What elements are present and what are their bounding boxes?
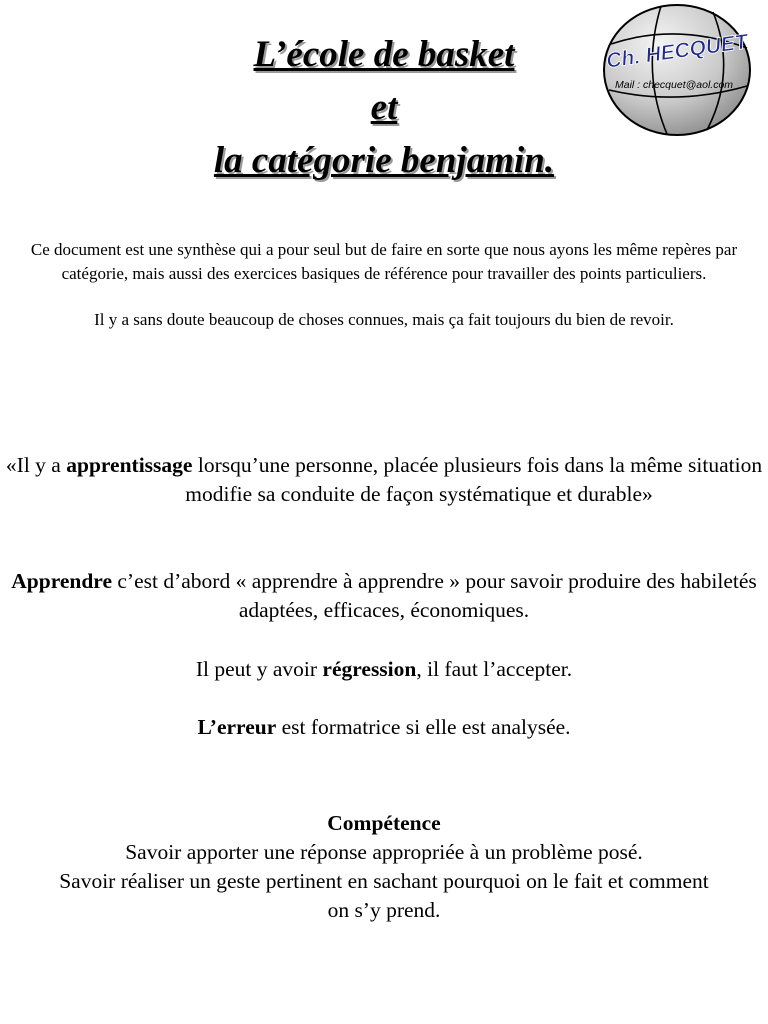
competence-line-2: Savoir réaliser un geste pertinent en sachant pourquoi on le fait et comment on s’y prend. — [59, 869, 709, 922]
competence-line-1: Savoir apporter une réponse appropriée à un problème posé. — [125, 840, 643, 864]
title-line-2: et — [370, 87, 398, 128]
regression-keyword: régression — [322, 657, 417, 681]
regression-statement — [0, 655, 768, 684]
regression-text-start: Il peut y avoir — [195, 657, 323, 681]
logo-name: Ch. HECQUET — [604, 30, 750, 73]
intro-paragraph-1: Ce document est une synthèse qui a pour seul but de faire en sorte que nous ayons les même repères par catégorie, mais aussi des exercices basiques de référence pour travailler des points particuliers. — [30, 240, 738, 283]
apprendre-statement — [0, 567, 768, 625]
basketball-icon — [601, 2, 753, 138]
competence-heading: Compétence — [327, 811, 441, 835]
erreur-text: est formatrice si elle est analysée. — [276, 715, 571, 739]
erreur-keyword: L’erreur — [197, 715, 277, 739]
apprendre-text: c’est d’abord « apprendre à apprendre » pour savoir produire des habiletés adaptées, efficaces, économiques. — [112, 569, 757, 622]
apprentissage-quote — [0, 451, 768, 509]
intro-section — [6, 238, 762, 332]
logo-mail: Mail : checquet@aol.com — [615, 79, 734, 91]
intro-paragraph-2: Il y a sans doute beaucoup de choses connues, mais ça fait toujours du bien de revoir. — [94, 310, 674, 329]
competence-section — [0, 809, 768, 925]
erreur-statement — [0, 713, 768, 742]
quote-keyword: apprentissage — [66, 453, 193, 477]
title-line-1: L’école de basket — [253, 34, 515, 75]
title-line-3: la catégorie benjamin. — [213, 140, 555, 181]
regression-text-end: , il faut l’accepter. — [416, 657, 573, 681]
apprendre-keyword: Apprendre — [11, 569, 112, 593]
quote-text-start: «Il y a — [5, 453, 67, 477]
document-title — [90, 28, 678, 187]
quote-text-end: lorsqu’une personne, placée plusieurs fois dans la même situation modifie sa conduite de façon systématique et durable» — [185, 453, 763, 506]
